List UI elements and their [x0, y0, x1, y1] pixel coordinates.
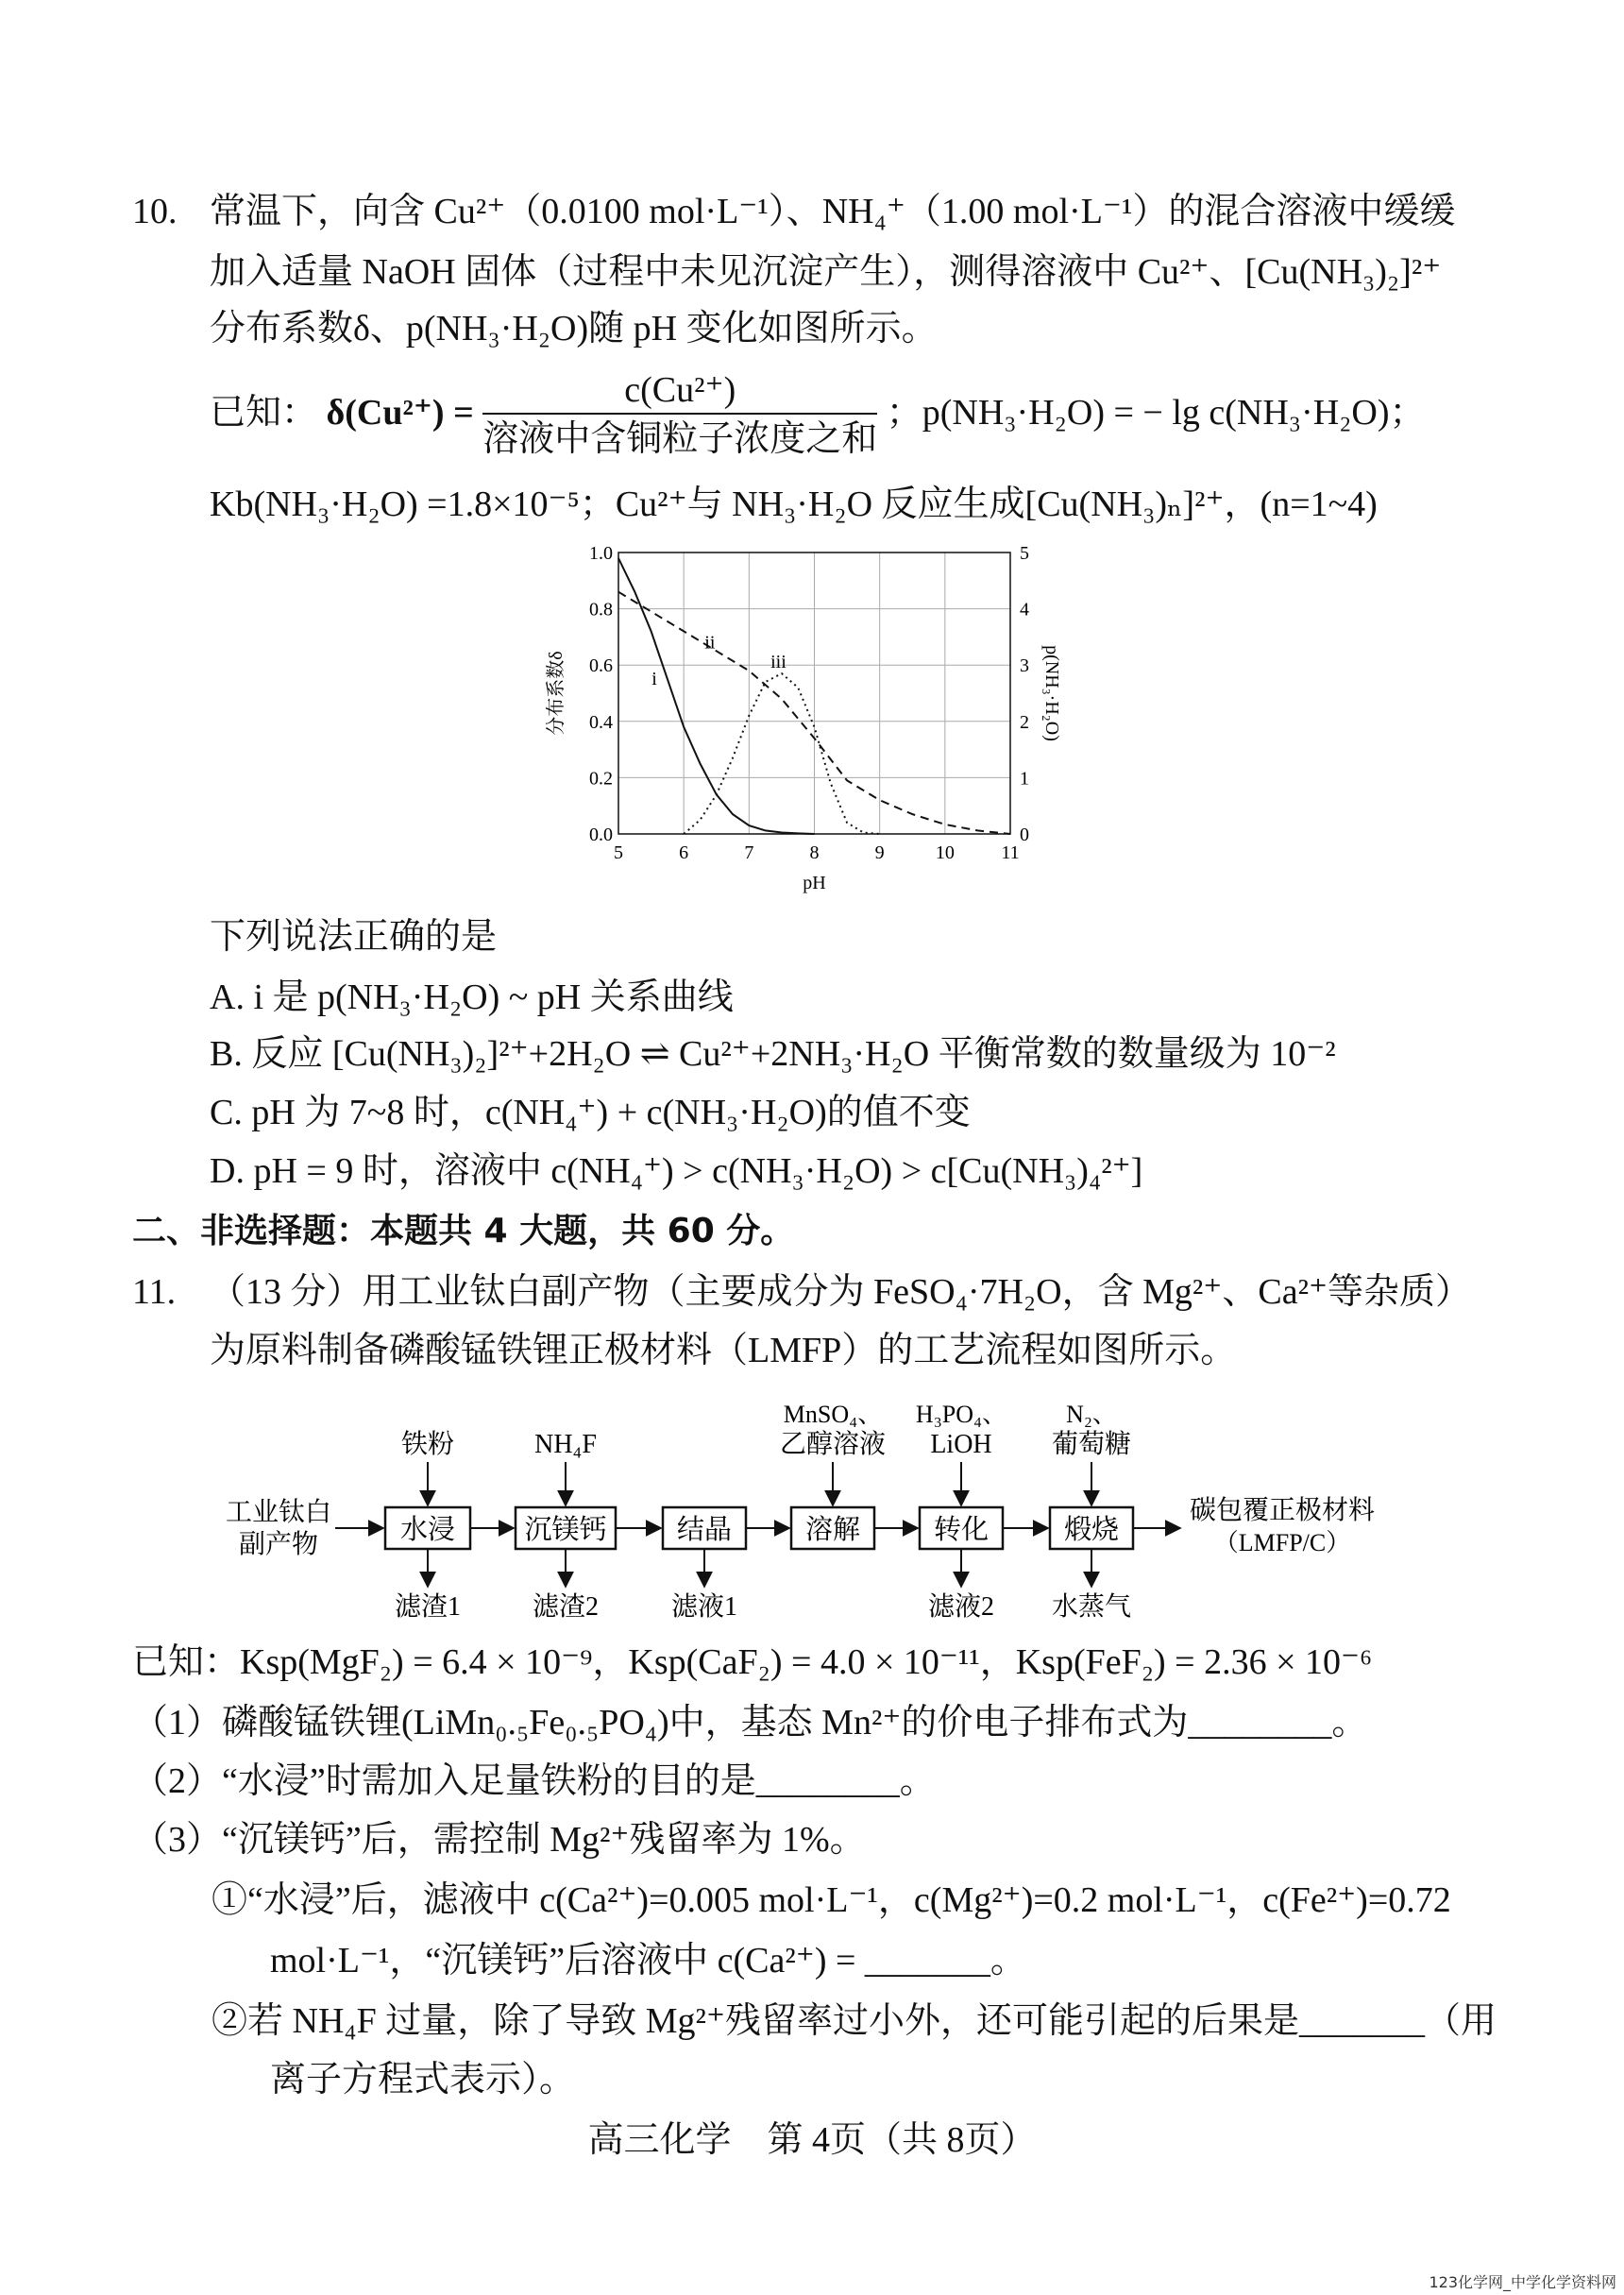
- x-tick-label: 11: [1001, 842, 1020, 863]
- x-tick-label: 7: [744, 842, 754, 863]
- y-tick-label: 0.6: [589, 655, 613, 677]
- q11-sub3b-line1: ②若 NH₄F 过量，除了导致 Mg²⁺残留率过小外，还可能引起的后果是_______（用: [211, 2001, 1497, 2041]
- q11-sub3: （3）“沉镁钙”后，需控制 Mg²⁺残留率为 1%。: [132, 1820, 866, 1860]
- flow-input-line2: 副产物: [238, 1530, 319, 1559]
- flow-add-lioh: LiOH: [930, 1430, 992, 1459]
- flow-step-precipitate-mg-ca: [516, 1507, 616, 1549]
- y2-tick-label: 4: [1020, 599, 1029, 620]
- fraction-numerator: c(Cu²⁺): [482, 367, 877, 415]
- y-tick-label: 1.0: [589, 543, 613, 564]
- curve-label-iii: iii: [770, 652, 787, 673]
- y2-tick-label: 5: [1020, 543, 1029, 564]
- x-axis-label: pH: [803, 873, 826, 893]
- q11-sub2: （2）“水浸”时需加入足量铁粉的目的是________。: [132, 1761, 936, 1801]
- q11-sub3a-line2: mol·L⁻¹，“沉镁钙”后溶液中 c(Ca²⁺) = _______。: [270, 1941, 1026, 1980]
- y-tick-label: 0.4: [589, 711, 613, 733]
- page-footer: 高三化学 第 4页（共 8页）: [587, 2120, 1037, 2160]
- y2-tick-label: 3: [1020, 655, 1029, 677]
- fraction-denominator: 溶液中含铜粒子浓度之和: [482, 419, 878, 460]
- flow-input-line1: 工业钛白: [225, 1498, 332, 1527]
- q11-number: 11.: [132, 1272, 177, 1312]
- flow-add-iron-powder: 铁粉: [400, 1430, 455, 1459]
- delta-fraction: [482, 367, 877, 464]
- q10-number: 10.: [132, 192, 178, 231]
- flow-product-line1: 碳包覆正极材料: [1189, 1496, 1376, 1525]
- known-rhs: ；p(NH₃·H₂O) = − lg c(NH₃·H₂O)；: [886, 393, 1426, 433]
- curve-label-i: i: [651, 669, 657, 690]
- y2-tick-label: 2: [1020, 711, 1029, 733]
- flow-step-water-leach: [385, 1507, 470, 1549]
- y-tick-label: 0.0: [589, 824, 613, 845]
- svg-text:溶解: 溶解: [804, 1515, 861, 1545]
- y-tick-label: 0.8: [589, 599, 613, 620]
- q11-sub3a-line1: ①“水浸”后，滤液中 c(Ca²⁺)=0.005 mol·L⁻¹，c(Mg²⁺)=0.2 mol·L⁻¹，c(Fe²⁺)=0.72: [211, 1880, 1451, 1920]
- q11-sub1: （1）磷酸锰铁锂(LiMn₀.₅Fe₀.₅PO₄)中，基态 Mn²⁺的价电子排布式为________。: [132, 1703, 1368, 1742]
- series-line-i: [618, 558, 815, 834]
- q10-line2: 加入适量 NaOH 固体（过程中未见沉淀产生），测得溶液中 Cu²⁺、[Cu(NH₃)₂]²⁺: [210, 252, 1442, 292]
- watermark: 123化学网_中学化学资料网: [1429, 2273, 1616, 2291]
- curve-label-ii: ii: [704, 632, 716, 654]
- svg-text:水浸: 水浸: [399, 1515, 456, 1545]
- flow-product-line2: （LMFP/C）: [1213, 1529, 1351, 1556]
- x-tick-label: 10: [935, 842, 955, 863]
- known-prefix: 已知：: [210, 393, 318, 433]
- q10-known-formula: [210, 361, 1426, 465]
- x-tick-label: 6: [679, 842, 689, 863]
- svg-text:煅烧: 煅烧: [1063, 1515, 1120, 1545]
- x-tick-label: 5: [614, 842, 623, 863]
- y-tick-label: 0.2: [589, 768, 613, 790]
- y2-axis-label: p(NH₃·H₂O): [1041, 645, 1062, 741]
- svg-text:沉镁钙: 沉镁钙: [524, 1515, 607, 1545]
- series-line-iii: [684, 673, 880, 834]
- flow-out-residue2: 滤渣2: [532, 1592, 600, 1622]
- q10-line1: 常温下，向含 Cu²⁺（0.0100 mol·L⁻¹）、NH₄⁺（1.00 mol·L⁻¹）的混合溶液中缓缓: [210, 192, 1456, 231]
- q10-option-d: D. pH = 9 时，溶液中 c(NH₄⁺) > c(NH₃·H₂O) > c[Cu(NH₃)₄²⁺]: [210, 1151, 1143, 1191]
- q10-option-c: C. pH 为 7~8 时，c(NH₄⁺) + c(NH₃·H₂O)的值不变: [210, 1093, 971, 1132]
- flow-step-dissolve: [791, 1507, 874, 1549]
- section-heading: 二、非选择题：本题共 4 大题，共 60 分。: [132, 1212, 795, 1250]
- flow-out-steam: 水蒸气: [1051, 1592, 1132, 1622]
- flow-step-calcine: [1050, 1507, 1133, 1549]
- flow-add-h3po4: H₃PO₄、: [915, 1401, 1007, 1428]
- flow-out-residue1: 滤渣1: [394, 1592, 462, 1622]
- flow-add-ethanol: 乙醇溶液: [779, 1430, 887, 1459]
- x-tick-label: 8: [809, 842, 820, 863]
- flow-out-filtrate1: 滤液1: [670, 1592, 738, 1622]
- y2-tick-label: 0: [1020, 824, 1029, 845]
- q11-line1: （13 分）用工业钛白副产物（主要成分为 FeSO₄·7H₂O，含 Mg²⁺、Ca²⁺等杂质）: [210, 1272, 1472, 1312]
- y-axis-label: 分布系数δ: [546, 651, 567, 736]
- delta-lhs: δ(Cu²⁺) =: [326, 393, 474, 433]
- flow-add-nh4f: NH₄F: [534, 1430, 597, 1459]
- q10-line3: 分布系数δ、p(NH₃·H₂O)随 pH 变化如图所示。: [210, 309, 938, 348]
- svg-text:结晶: 结晶: [676, 1515, 733, 1545]
- q10-known-line2: Kb(NH₃·H₂O) =1.8×10⁻⁵；Cu²⁺与 NH₃·H₂O 反应生成[Cu(NH₃)ₙ]²⁺，(n=1~4): [210, 484, 1378, 524]
- flow-step-convert: [920, 1507, 1003, 1549]
- q10-option-a: A. i 是 p(NH₃·H₂O) ~ pH 关系曲线: [210, 978, 734, 1017]
- process-flow-diagram: [198, 1386, 1520, 1623]
- q11-known: 已知：Ksp(MgF₂) = 6.4 × 10⁻⁹，Ksp(CaF₂) = 4.0 × 10⁻¹¹，Ksp(FeF₂) = 2.36 × 10⁻⁶: [132, 1642, 1373, 1682]
- q11-sub3b-line2: 离子方程式表示）。: [270, 2060, 576, 2100]
- flow-add-glucose: 葡萄糖: [1051, 1430, 1132, 1459]
- flow-add-n2: N₂、: [1066, 1401, 1117, 1428]
- svg-text:转化: 转化: [933, 1515, 990, 1545]
- flow-add-mnso4: MnSO₄、: [783, 1401, 883, 1428]
- y2-tick-label: 1: [1020, 768, 1029, 790]
- x-tick-label: 9: [874, 842, 885, 863]
- q10-prompt: 下列说法正确的是: [210, 917, 498, 957]
- distribution-chart: [519, 534, 1086, 902]
- flow-out-filtrate2: 滤液2: [927, 1592, 995, 1622]
- flow-step-crystallize: [663, 1507, 746, 1549]
- q10-option-b: B. 反应 [Cu(NH₃)₂]²⁺+2H₂O ⇌ Cu²⁺+2NH₃·H₂O 平衡常数的数量级为 10⁻²: [210, 1034, 1336, 1074]
- q11-line2: 为原料制备磷酸锰铁锂正极材料（LMFP）的工艺流程如图所示。: [210, 1331, 1237, 1370]
